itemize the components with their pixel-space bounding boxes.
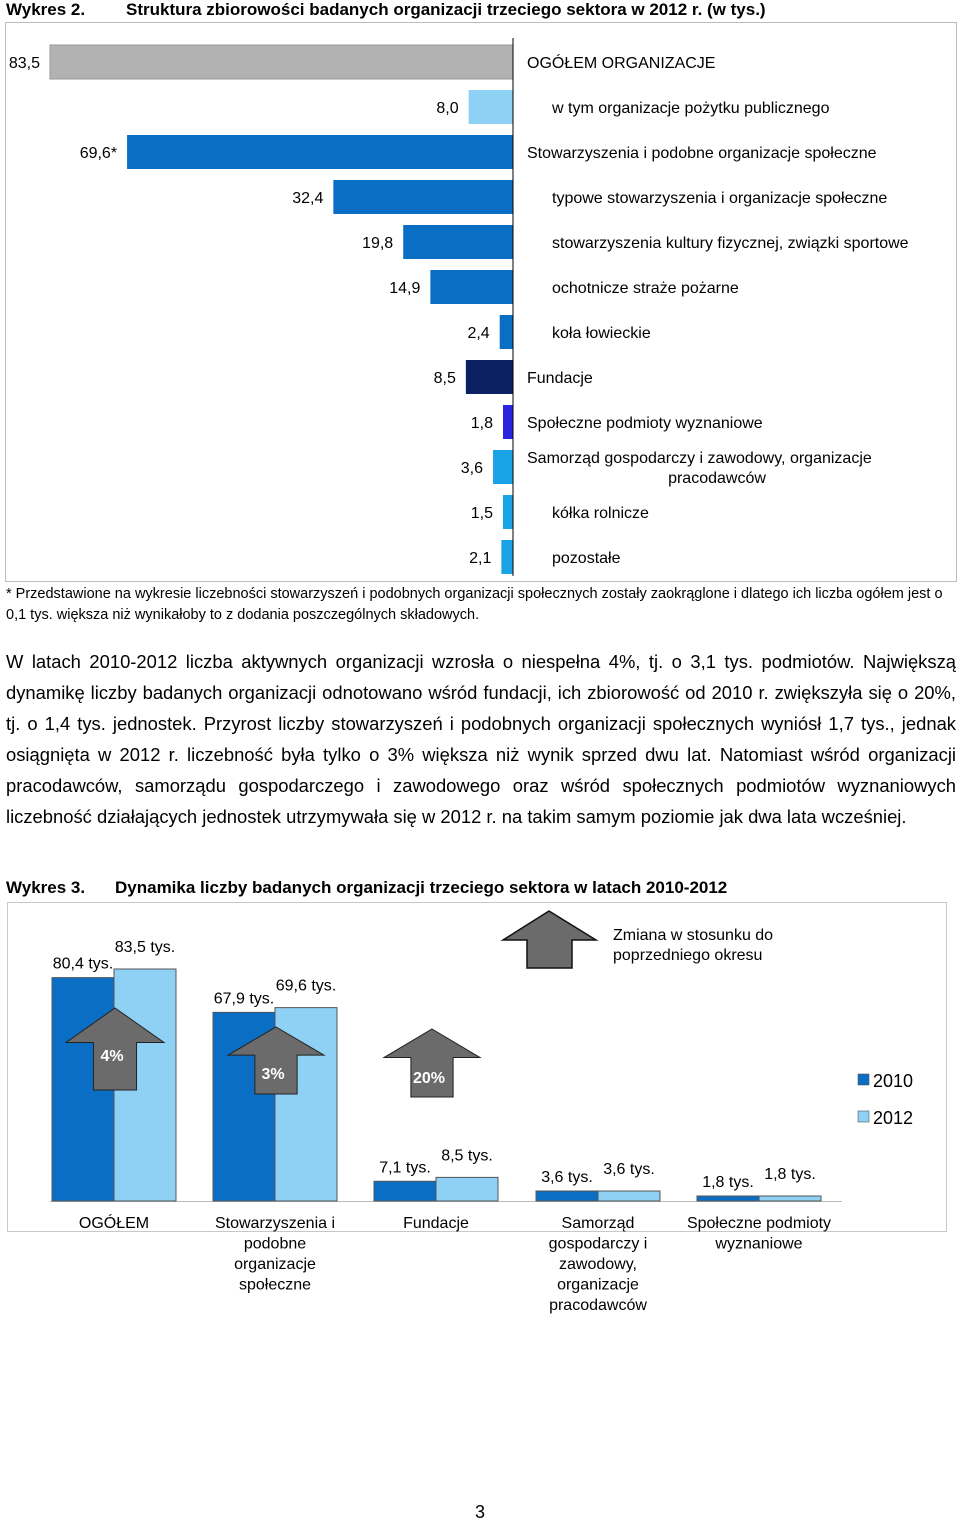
chart2-category-label: pozostałe — [552, 550, 621, 567]
chart3-arrow-legend: poprzedniego okresu — [613, 947, 763, 964]
chart2-category-label: Samorząd gospodarczy i zawodowy, organizacje — [527, 450, 872, 467]
chart2-caption-label: Wykres 2. — [6, 0, 86, 19]
chart3-bar — [759, 1196, 821, 1201]
chart2-value-label: 1,5 — [470, 505, 493, 522]
chart2-value-label: 8,0 — [436, 100, 459, 117]
legend-label: 2012 — [873, 1108, 914, 1128]
chart3-change-label: 4% — [100, 1048, 124, 1065]
chart3-bar — [436, 1177, 498, 1201]
legend-swatch — [858, 1074, 869, 1085]
legend-label: 2010 — [873, 1071, 914, 1091]
chart3-category-label: organizacje — [557, 1276, 639, 1294]
chart3-category-label: podobne — [243, 1235, 307, 1253]
chart3-category-label: OGÓŁEM — [78, 1215, 150, 1232]
chart3-value-label: 67,9 tys. — [213, 990, 275, 1008]
chart2-value-label: 19,8 — [362, 235, 394, 252]
chart2-value-label: 32,4 — [292, 190, 324, 207]
chart2-value-label: 8,5 — [433, 370, 456, 387]
chart3-bar — [374, 1181, 436, 1201]
chart2-category-label: ochotnicze straże pożarne — [552, 280, 739, 297]
chart2-value-label: 2,1 — [469, 550, 492, 567]
chart2-category-label: w tym organizacje pożytku publicznego — [552, 100, 830, 117]
chart3-change-label: 20% — [412, 1070, 446, 1087]
chart3-category-label: Społeczne podmioty — [686, 1215, 832, 1232]
chart2-value-label: 69,6* — [79, 145, 118, 162]
chart3-category-label: wyznaniowe — [715, 1235, 803, 1253]
legend-swatch — [858, 1111, 869, 1122]
chart3-category-label: pracodawców — [549, 1297, 647, 1314]
chart2-category-label: Stowarzyszenia i podobne organizacje społeczne — [527, 145, 877, 162]
chart3-change-label: 3% — [261, 1066, 285, 1083]
legend-arrow-icon — [503, 911, 596, 968]
chart2-value-label: 14,9 — [389, 280, 421, 297]
chart2-category-label: stowarzyszenia kultury fizycznej, związki sportowe — [552, 235, 909, 252]
chart3-category-label: organizacje — [234, 1256, 316, 1273]
chart3-value-label: 8,5 tys. — [441, 1147, 493, 1165]
chart2-caption-title: Struktura zbiorowości badanych organizacji trzeciego sektora w 2012 r. (w tys.) — [126, 0, 766, 19]
chart3-value-label: 83,5 tys. — [114, 939, 176, 956]
chart2-category-label: kółka rolnicze — [552, 505, 649, 522]
chart3-category-label: zawodowy, — [559, 1256, 637, 1273]
chart3-arrow-legend: Zmiana w stosunku do — [613, 927, 774, 944]
chart3-caption-label: Wykres 3. — [6, 878, 86, 897]
chart3-category-label: gospodarczy i — [548, 1235, 648, 1253]
chart3-category-label: Stowarzyszenia i — [214, 1215, 336, 1232]
body-paragraph: W latach 2010-2012 liczba aktywnych organizacji wzrosła o niespełna 4%, tj. o 3,1 tys. podmiotów. Największą dynamikę liczby badanych organizacji odnotowano wśród fundacji, ich zbiorowość od 2010 r. zwiększyła się o 20%, tj. o 1,4 tys. jednostek. Przyrost liczby stowarzyszeń i podobnych organizacji społecznych wyniósł 1,7 tys., jednak osiągnięta w 2012 r. liczebność była tylko o 3% większa niż wynik sprzed dwu lat. Natomiast wśród organizacji pracodawców, samorządu gospodarczego i zawodowego oraz wśród społecznych podmiotów wyznaniowych liczebność działających jednostek utrzymywała się w 2012 r. na takim samym poziomie jak dwa lata wcześniej. — [6, 651, 956, 827]
chart3-value-label: 1,8 tys. — [764, 1165, 816, 1183]
chart3-value-label: 69,6 tys. — [275, 977, 337, 995]
chart3-caption-title: Dynamika liczby badanych organizacji trzeciego sektora w latach 2010-2012 — [115, 878, 728, 897]
chart2-category-label: koła łowieckie — [552, 325, 651, 342]
chart2-category-label: Społeczne podmioty wyznaniowe — [527, 415, 763, 432]
page-number: 3 — [474, 1502, 485, 1522]
chart2-value-label: 1,8 — [470, 415, 493, 432]
chart3-value-label: 3,6 tys. — [541, 1168, 593, 1186]
chart3-category-label: Samorząd — [561, 1215, 635, 1232]
chart2-value-label: 3,6 — [460, 460, 484, 477]
chart3-value-label: 3,6 tys. — [603, 1160, 655, 1178]
chart3-bar — [536, 1191, 598, 1201]
chart3-value-label: 7,1 tys. — [379, 1159, 431, 1177]
chart3-category-label: społeczne — [238, 1276, 312, 1294]
chart3-value-label: 80,4 tys. — [52, 955, 114, 973]
chart2-category-label: pracodawców — [668, 470, 766, 487]
chart3-bars — [50, 911, 913, 1314]
chart3-bar — [697, 1196, 759, 1201]
chart2-category-label: typowe stowarzyszenia i organizacje społeczne — [552, 190, 888, 207]
chart2-category-label: Fundacje — [527, 370, 593, 387]
chart2-value-label: 2,4 — [467, 325, 490, 342]
chart3-category-label: Fundacje — [403, 1215, 469, 1232]
chart2-footnote: * Przedstawione na wykresie liczebności stowarzyszeń i podobnych organizacji społecznych zostały zaokrąglone i dlatego ich liczba ogółem jest o 0,1 tys. większa niż wynikałoby to z dodania poszczególnych składowych. — [6, 586, 943, 623]
chart3-bar — [598, 1191, 660, 1201]
chart2-category-label: OGÓŁEM ORGANIZACJE — [527, 55, 716, 72]
chart3-value-label: 1,8 tys. — [702, 1173, 754, 1191]
chart2-value-label: 83,5 — [8, 55, 40, 72]
